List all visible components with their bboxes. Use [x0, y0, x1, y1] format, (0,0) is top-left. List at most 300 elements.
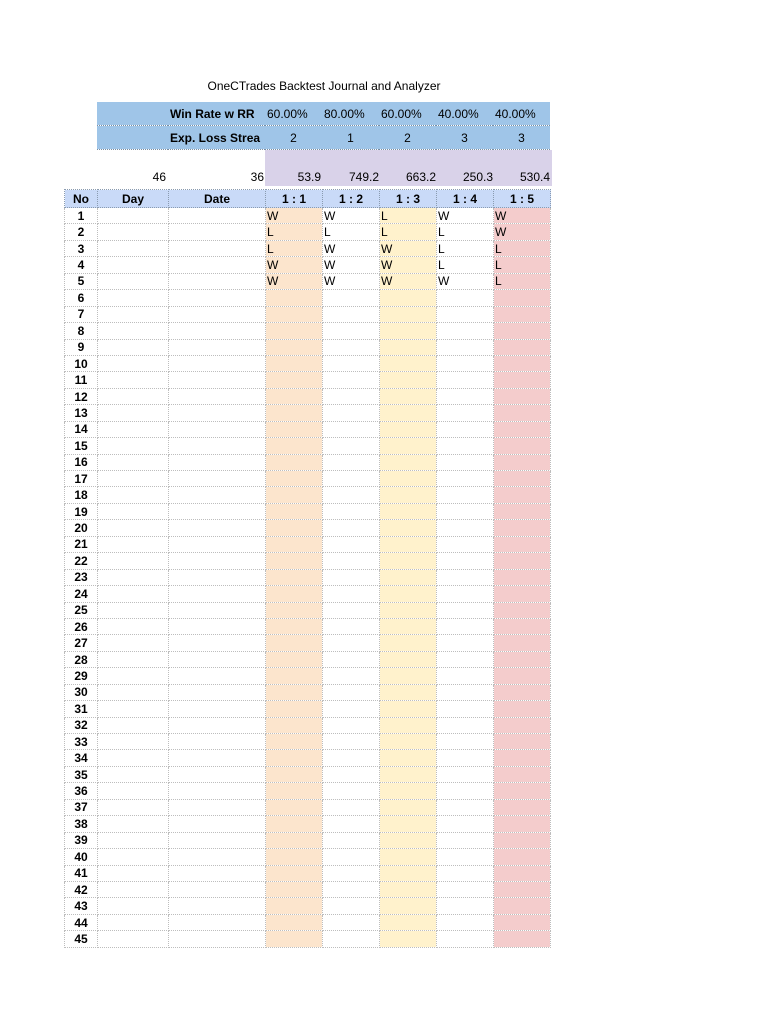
- result-cell-1-3[interactable]: [380, 503, 437, 519]
- result-cell-1-5[interactable]: [494, 306, 551, 322]
- result-cell-1-5[interactable]: [494, 881, 551, 897]
- result-cell-1-3[interactable]: [380, 290, 437, 306]
- result-cell-1-5[interactable]: L: [494, 240, 551, 256]
- date-cell[interactable]: [169, 602, 266, 618]
- result-cell-1-5[interactable]: [494, 799, 551, 815]
- result-cell-1-3[interactable]: W: [380, 273, 437, 289]
- day-cell[interactable]: [98, 257, 169, 273]
- result-cell-1-5[interactable]: L: [494, 273, 551, 289]
- result-cell-1-2[interactable]: W: [323, 240, 380, 256]
- result-cell-1-2[interactable]: [323, 454, 380, 470]
- result-cell-1-5[interactable]: [494, 816, 551, 832]
- row-number[interactable]: 30: [65, 684, 98, 700]
- result-cell-1-5[interactable]: [494, 454, 551, 470]
- day-cell[interactable]: [98, 931, 169, 947]
- result-cell-1-5[interactable]: [494, 783, 551, 799]
- result-cell-1-5[interactable]: [494, 388, 551, 404]
- row-number[interactable]: 13: [65, 405, 98, 421]
- total-day[interactable]: 46: [152, 170, 166, 184]
- total-date[interactable]: 36: [250, 170, 264, 184]
- result-cell-1-3[interactable]: [380, 520, 437, 536]
- row-number[interactable]: 21: [65, 536, 98, 552]
- loss-streak-1-1[interactable]: 2: [265, 126, 322, 150]
- result-cell-1-3[interactable]: [380, 454, 437, 470]
- result-cell-1-4[interactable]: [437, 783, 494, 799]
- result-cell-1-4[interactable]: [437, 931, 494, 947]
- row-number[interactable]: 29: [65, 668, 98, 684]
- result-cell-1-3[interactable]: [380, 635, 437, 651]
- result-cell-1-5[interactable]: [494, 898, 551, 914]
- result-cell-1-1[interactable]: [266, 586, 323, 602]
- result-cell-1-3[interactable]: L: [380, 208, 437, 224]
- result-cell-1-2[interactable]: [323, 865, 380, 881]
- date-cell[interactable]: [169, 339, 266, 355]
- result-cell-1-3[interactable]: [380, 405, 437, 421]
- day-cell[interactable]: [98, 290, 169, 306]
- date-cell[interactable]: [169, 405, 266, 421]
- win-rate-1-5[interactable]: 40.00%: [493, 102, 550, 126]
- result-cell-1-1[interactable]: W: [266, 257, 323, 273]
- result-cell-1-4[interactable]: W: [437, 208, 494, 224]
- result-cell-1-3[interactable]: [380, 717, 437, 733]
- date-cell[interactable]: [169, 816, 266, 832]
- day-cell[interactable]: [98, 569, 169, 585]
- header-rr-1-1[interactable]: 1 : 1: [266, 190, 323, 208]
- win-rate-1-1[interactable]: 60.00%: [265, 102, 322, 126]
- day-cell[interactable]: [98, 208, 169, 224]
- result-cell-1-4[interactable]: [437, 701, 494, 717]
- win-rate-1-3[interactable]: 60.00%: [379, 102, 436, 126]
- result-cell-1-2[interactable]: [323, 881, 380, 897]
- loss-streak-label[interactable]: Exp. Loss Strea: [168, 126, 265, 150]
- result-cell-1-1[interactable]: [266, 388, 323, 404]
- day-cell[interactable]: [98, 240, 169, 256]
- result-cell-1-2[interactable]: [323, 471, 380, 487]
- result-cell-1-5[interactable]: [494, 750, 551, 766]
- result-cell-1-2[interactable]: [323, 553, 380, 569]
- result-cell-1-5[interactable]: [494, 651, 551, 667]
- result-cell-1-3[interactable]: W: [380, 240, 437, 256]
- result-cell-1-3[interactable]: [380, 323, 437, 339]
- row-number[interactable]: 12: [65, 388, 98, 404]
- result-cell-1-4[interactable]: [437, 454, 494, 470]
- result-cell-1-1[interactable]: [266, 421, 323, 437]
- row-number[interactable]: 9: [65, 339, 98, 355]
- result-cell-1-3[interactable]: [380, 898, 437, 914]
- day-cell[interactable]: [98, 783, 169, 799]
- result-cell-1-1[interactable]: [266, 717, 323, 733]
- result-cell-1-4[interactable]: [437, 405, 494, 421]
- result-cell-1-4[interactable]: [437, 471, 494, 487]
- result-cell-1-2[interactable]: [323, 618, 380, 634]
- result-cell-1-4[interactable]: [437, 898, 494, 914]
- result-cell-1-1[interactable]: [266, 684, 323, 700]
- result-cell-1-4[interactable]: [437, 487, 494, 503]
- result-cell-1-3[interactable]: [380, 914, 437, 930]
- result-cell-1-1[interactable]: [266, 487, 323, 503]
- total-1-4[interactable]: 250.3: [462, 170, 493, 184]
- date-cell[interactable]: [169, 586, 266, 602]
- result-cell-1-5[interactable]: [494, 323, 551, 339]
- date-cell[interactable]: [169, 323, 266, 339]
- result-cell-1-1[interactable]: [266, 471, 323, 487]
- result-cell-1-4[interactable]: [437, 569, 494, 585]
- day-cell[interactable]: [98, 881, 169, 897]
- result-cell-1-1[interactable]: [266, 553, 323, 569]
- result-cell-1-2[interactable]: [323, 487, 380, 503]
- date-cell[interactable]: [169, 503, 266, 519]
- result-cell-1-4[interactable]: [437, 536, 494, 552]
- row-number[interactable]: 2: [65, 224, 98, 240]
- date-cell[interactable]: [169, 799, 266, 815]
- result-cell-1-2[interactable]: [323, 339, 380, 355]
- date-cell[interactable]: [169, 240, 266, 256]
- result-cell-1-2[interactable]: [323, 734, 380, 750]
- result-cell-1-2[interactable]: [323, 388, 380, 404]
- row-number[interactable]: 41: [65, 865, 98, 881]
- result-cell-1-5[interactable]: L: [494, 257, 551, 273]
- day-cell[interactable]: [98, 684, 169, 700]
- result-cell-1-2[interactable]: [323, 898, 380, 914]
- result-cell-1-3[interactable]: [380, 602, 437, 618]
- result-cell-1-2[interactable]: [323, 586, 380, 602]
- result-cell-1-5[interactable]: [494, 421, 551, 437]
- result-cell-1-1[interactable]: [266, 454, 323, 470]
- result-cell-1-5[interactable]: [494, 766, 551, 782]
- result-cell-1-1[interactable]: [266, 339, 323, 355]
- result-cell-1-4[interactable]: [437, 339, 494, 355]
- result-cell-1-5[interactable]: [494, 520, 551, 536]
- result-cell-1-3[interactable]: [380, 388, 437, 404]
- result-cell-1-2[interactable]: [323, 405, 380, 421]
- date-cell[interactable]: [169, 717, 266, 733]
- result-cell-1-4[interactable]: [437, 388, 494, 404]
- result-cell-1-3[interactable]: [380, 618, 437, 634]
- date-cell[interactable]: [169, 881, 266, 897]
- result-cell-1-4[interactable]: [437, 586, 494, 602]
- result-cell-1-2[interactable]: [323, 536, 380, 552]
- result-cell-1-5[interactable]: [494, 931, 551, 947]
- row-number[interactable]: 23: [65, 569, 98, 585]
- row-number[interactable]: 7: [65, 306, 98, 322]
- result-cell-1-5[interactable]: [494, 849, 551, 865]
- date-cell[interactable]: [169, 684, 266, 700]
- header-day[interactable]: Day: [98, 190, 169, 208]
- result-cell-1-1[interactable]: [266, 569, 323, 585]
- date-cell[interactable]: [169, 865, 266, 881]
- result-cell-1-5[interactable]: [494, 832, 551, 848]
- result-cell-1-3[interactable]: [380, 849, 437, 865]
- loss-streak-1-2[interactable]: 1: [322, 126, 379, 150]
- result-cell-1-2[interactable]: [323, 290, 380, 306]
- result-cell-1-1[interactable]: [266, 668, 323, 684]
- row-number[interactable]: 22: [65, 553, 98, 569]
- result-cell-1-4[interactable]: L: [437, 224, 494, 240]
- result-cell-1-3[interactable]: [380, 355, 437, 371]
- day-cell[interactable]: [98, 372, 169, 388]
- date-cell[interactable]: [169, 832, 266, 848]
- day-cell[interactable]: [98, 717, 169, 733]
- result-cell-1-2[interactable]: [323, 602, 380, 618]
- date-cell[interactable]: [169, 766, 266, 782]
- result-cell-1-1[interactable]: [266, 536, 323, 552]
- result-cell-1-5[interactable]: [494, 717, 551, 733]
- result-cell-1-3[interactable]: W: [380, 257, 437, 273]
- row-number[interactable]: 24: [65, 586, 98, 602]
- result-cell-1-2[interactable]: W: [323, 208, 380, 224]
- row-number[interactable]: 31: [65, 701, 98, 717]
- result-cell-1-2[interactable]: [323, 306, 380, 322]
- row-number[interactable]: 17: [65, 471, 98, 487]
- result-cell-1-1[interactable]: L: [266, 240, 323, 256]
- result-cell-1-2[interactable]: [323, 503, 380, 519]
- result-cell-1-3[interactable]: [380, 487, 437, 503]
- result-cell-1-2[interactable]: [323, 931, 380, 947]
- win-rate-label[interactable]: Win Rate w RR: [168, 102, 265, 126]
- result-cell-1-3[interactable]: [380, 816, 437, 832]
- result-cell-1-1[interactable]: [266, 290, 323, 306]
- result-cell-1-2[interactable]: [323, 355, 380, 371]
- result-cell-1-1[interactable]: [266, 520, 323, 536]
- row-number[interactable]: 8: [65, 323, 98, 339]
- result-cell-1-1[interactable]: [266, 355, 323, 371]
- row-number[interactable]: 39: [65, 832, 98, 848]
- date-cell[interactable]: [169, 421, 266, 437]
- result-cell-1-4[interactable]: [437, 323, 494, 339]
- day-cell[interactable]: [98, 224, 169, 240]
- row-number[interactable]: 33: [65, 734, 98, 750]
- result-cell-1-5[interactable]: [494, 553, 551, 569]
- row-number[interactable]: 10: [65, 355, 98, 371]
- result-cell-1-5[interactable]: [494, 487, 551, 503]
- result-cell-1-3[interactable]: [380, 536, 437, 552]
- result-cell-1-3[interactable]: [380, 438, 437, 454]
- result-cell-1-3[interactable]: [380, 668, 437, 684]
- result-cell-1-4[interactable]: [437, 865, 494, 881]
- result-cell-1-5[interactable]: [494, 536, 551, 552]
- date-cell[interactable]: [169, 520, 266, 536]
- win-rate-1-4[interactable]: 40.00%: [436, 102, 493, 126]
- result-cell-1-2[interactable]: [323, 701, 380, 717]
- result-cell-1-1[interactable]: [266, 306, 323, 322]
- result-cell-1-1[interactable]: [266, 799, 323, 815]
- result-cell-1-4[interactable]: [437, 816, 494, 832]
- date-cell[interactable]: [169, 290, 266, 306]
- result-cell-1-2[interactable]: [323, 569, 380, 585]
- result-cell-1-2[interactable]: [323, 799, 380, 815]
- date-cell[interactable]: [169, 569, 266, 585]
- date-cell[interactable]: [169, 306, 266, 322]
- date-cell[interactable]: [169, 898, 266, 914]
- result-cell-1-3[interactable]: [380, 734, 437, 750]
- row-number[interactable]: 36: [65, 783, 98, 799]
- result-cell-1-2[interactable]: [323, 766, 380, 782]
- result-cell-1-3[interactable]: [380, 471, 437, 487]
- result-cell-1-1[interactable]: L: [266, 224, 323, 240]
- result-cell-1-2[interactable]: W: [323, 273, 380, 289]
- result-cell-1-5[interactable]: [494, 355, 551, 371]
- day-cell[interactable]: [98, 520, 169, 536]
- date-cell[interactable]: [169, 618, 266, 634]
- total-1-5[interactable]: 530.4: [519, 170, 550, 184]
- result-cell-1-3[interactable]: [380, 306, 437, 322]
- result-cell-1-1[interactable]: [266, 865, 323, 881]
- date-cell[interactable]: [169, 224, 266, 240]
- result-cell-1-1[interactable]: [266, 783, 323, 799]
- result-cell-1-4[interactable]: [437, 881, 494, 897]
- result-cell-1-1[interactable]: [266, 701, 323, 717]
- result-cell-1-4[interactable]: [437, 520, 494, 536]
- day-cell[interactable]: [98, 898, 169, 914]
- date-cell[interactable]: [169, 931, 266, 947]
- date-cell[interactable]: [169, 208, 266, 224]
- result-cell-1-5[interactable]: [494, 865, 551, 881]
- result-cell-1-3[interactable]: [380, 865, 437, 881]
- result-cell-1-2[interactable]: [323, 323, 380, 339]
- result-cell-1-1[interactable]: [266, 750, 323, 766]
- day-cell[interactable]: [98, 553, 169, 569]
- result-cell-1-1[interactable]: [266, 618, 323, 634]
- date-cell[interactable]: [169, 750, 266, 766]
- result-cell-1-4[interactable]: [437, 306, 494, 322]
- day-cell[interactable]: [98, 586, 169, 602]
- result-cell-1-3[interactable]: [380, 651, 437, 667]
- result-cell-1-5[interactable]: [494, 438, 551, 454]
- date-cell[interactable]: [169, 651, 266, 667]
- result-cell-1-4[interactable]: [437, 438, 494, 454]
- result-cell-1-1[interactable]: [266, 898, 323, 914]
- result-cell-1-3[interactable]: [380, 931, 437, 947]
- date-cell[interactable]: [169, 536, 266, 552]
- total-1-3[interactable]: 663.2: [405, 170, 436, 184]
- date-cell[interactable]: [169, 388, 266, 404]
- header-date[interactable]: Date: [169, 190, 266, 208]
- day-cell[interactable]: [98, 339, 169, 355]
- result-cell-1-5[interactable]: [494, 471, 551, 487]
- day-cell[interactable]: [98, 914, 169, 930]
- result-cell-1-1[interactable]: [266, 651, 323, 667]
- result-cell-1-4[interactable]: [437, 914, 494, 930]
- result-cell-1-3[interactable]: [380, 832, 437, 848]
- day-cell[interactable]: [98, 750, 169, 766]
- row-number[interactable]: 34: [65, 750, 98, 766]
- day-cell[interactable]: [98, 355, 169, 371]
- header-no[interactable]: No: [65, 190, 98, 208]
- result-cell-1-5[interactable]: W: [494, 224, 551, 240]
- date-cell[interactable]: [169, 701, 266, 717]
- date-cell[interactable]: [169, 635, 266, 651]
- day-cell[interactable]: [98, 701, 169, 717]
- day-cell[interactable]: [98, 668, 169, 684]
- result-cell-1-1[interactable]: [266, 734, 323, 750]
- day-cell[interactable]: [98, 799, 169, 815]
- result-cell-1-1[interactable]: [266, 931, 323, 947]
- result-cell-1-4[interactable]: [437, 668, 494, 684]
- loss-streak-1-5[interactable]: 3: [493, 126, 550, 150]
- result-cell-1-4[interactable]: [437, 290, 494, 306]
- result-cell-1-1[interactable]: W: [266, 208, 323, 224]
- result-cell-1-5[interactable]: [494, 684, 551, 700]
- result-cell-1-1[interactable]: [266, 372, 323, 388]
- day-cell[interactable]: [98, 487, 169, 503]
- row-number[interactable]: 18: [65, 487, 98, 503]
- date-cell[interactable]: [169, 438, 266, 454]
- day-cell[interactable]: [98, 454, 169, 470]
- date-cell[interactable]: [169, 849, 266, 865]
- win-rate-1-2[interactable]: 80.00%: [322, 102, 379, 126]
- day-cell[interactable]: [98, 471, 169, 487]
- date-cell[interactable]: [169, 471, 266, 487]
- date-cell[interactable]: [169, 372, 266, 388]
- date-cell[interactable]: [169, 454, 266, 470]
- day-cell[interactable]: [98, 865, 169, 881]
- result-cell-1-5[interactable]: [494, 405, 551, 421]
- day-cell[interactable]: [98, 734, 169, 750]
- day-cell[interactable]: [98, 388, 169, 404]
- result-cell-1-1[interactable]: [266, 816, 323, 832]
- date-cell[interactable]: [169, 355, 266, 371]
- date-cell[interactable]: [169, 257, 266, 273]
- total-1-2[interactable]: 749.2: [348, 170, 379, 184]
- result-cell-1-5[interactable]: [494, 372, 551, 388]
- row-number[interactable]: 25: [65, 602, 98, 618]
- loss-streak-1-3[interactable]: 2: [379, 126, 436, 150]
- result-cell-1-1[interactable]: [266, 766, 323, 782]
- result-cell-1-2[interactable]: [323, 832, 380, 848]
- result-cell-1-4[interactable]: W: [437, 273, 494, 289]
- result-cell-1-4[interactable]: [437, 750, 494, 766]
- result-cell-1-5[interactable]: [494, 290, 551, 306]
- row-number[interactable]: 3: [65, 240, 98, 256]
- result-cell-1-4[interactable]: [437, 734, 494, 750]
- day-cell[interactable]: [98, 306, 169, 322]
- day-cell[interactable]: [98, 618, 169, 634]
- row-number[interactable]: 14: [65, 421, 98, 437]
- result-cell-1-4[interactable]: [437, 372, 494, 388]
- result-cell-1-4[interactable]: [437, 635, 494, 651]
- day-cell[interactable]: [98, 405, 169, 421]
- result-cell-1-5[interactable]: [494, 914, 551, 930]
- header-rr-1-4[interactable]: 1 : 4: [437, 190, 494, 208]
- day-cell[interactable]: [98, 832, 169, 848]
- row-number[interactable]: 6: [65, 290, 98, 306]
- result-cell-1-4[interactable]: [437, 799, 494, 815]
- date-cell[interactable]: [169, 273, 266, 289]
- result-cell-1-2[interactable]: [323, 684, 380, 700]
- result-cell-1-5[interactable]: [494, 668, 551, 684]
- result-cell-1-4[interactable]: [437, 832, 494, 848]
- result-cell-1-1[interactable]: [266, 849, 323, 865]
- day-cell[interactable]: [98, 438, 169, 454]
- result-cell-1-3[interactable]: [380, 339, 437, 355]
- result-cell-1-2[interactable]: [323, 520, 380, 536]
- result-cell-1-2[interactable]: [323, 717, 380, 733]
- day-cell[interactable]: [98, 323, 169, 339]
- row-number[interactable]: 26: [65, 618, 98, 634]
- result-cell-1-5[interactable]: [494, 701, 551, 717]
- result-cell-1-1[interactable]: W: [266, 273, 323, 289]
- result-cell-1-1[interactable]: [266, 405, 323, 421]
- row-number[interactable]: 4: [65, 257, 98, 273]
- day-cell[interactable]: [98, 816, 169, 832]
- result-cell-1-3[interactable]: [380, 421, 437, 437]
- result-cell-1-5[interactable]: [494, 618, 551, 634]
- day-cell[interactable]: [98, 849, 169, 865]
- result-cell-1-3[interactable]: [380, 553, 437, 569]
- result-cell-1-5[interactable]: [494, 734, 551, 750]
- row-number[interactable]: 44: [65, 914, 98, 930]
- result-cell-1-3[interactable]: [380, 701, 437, 717]
